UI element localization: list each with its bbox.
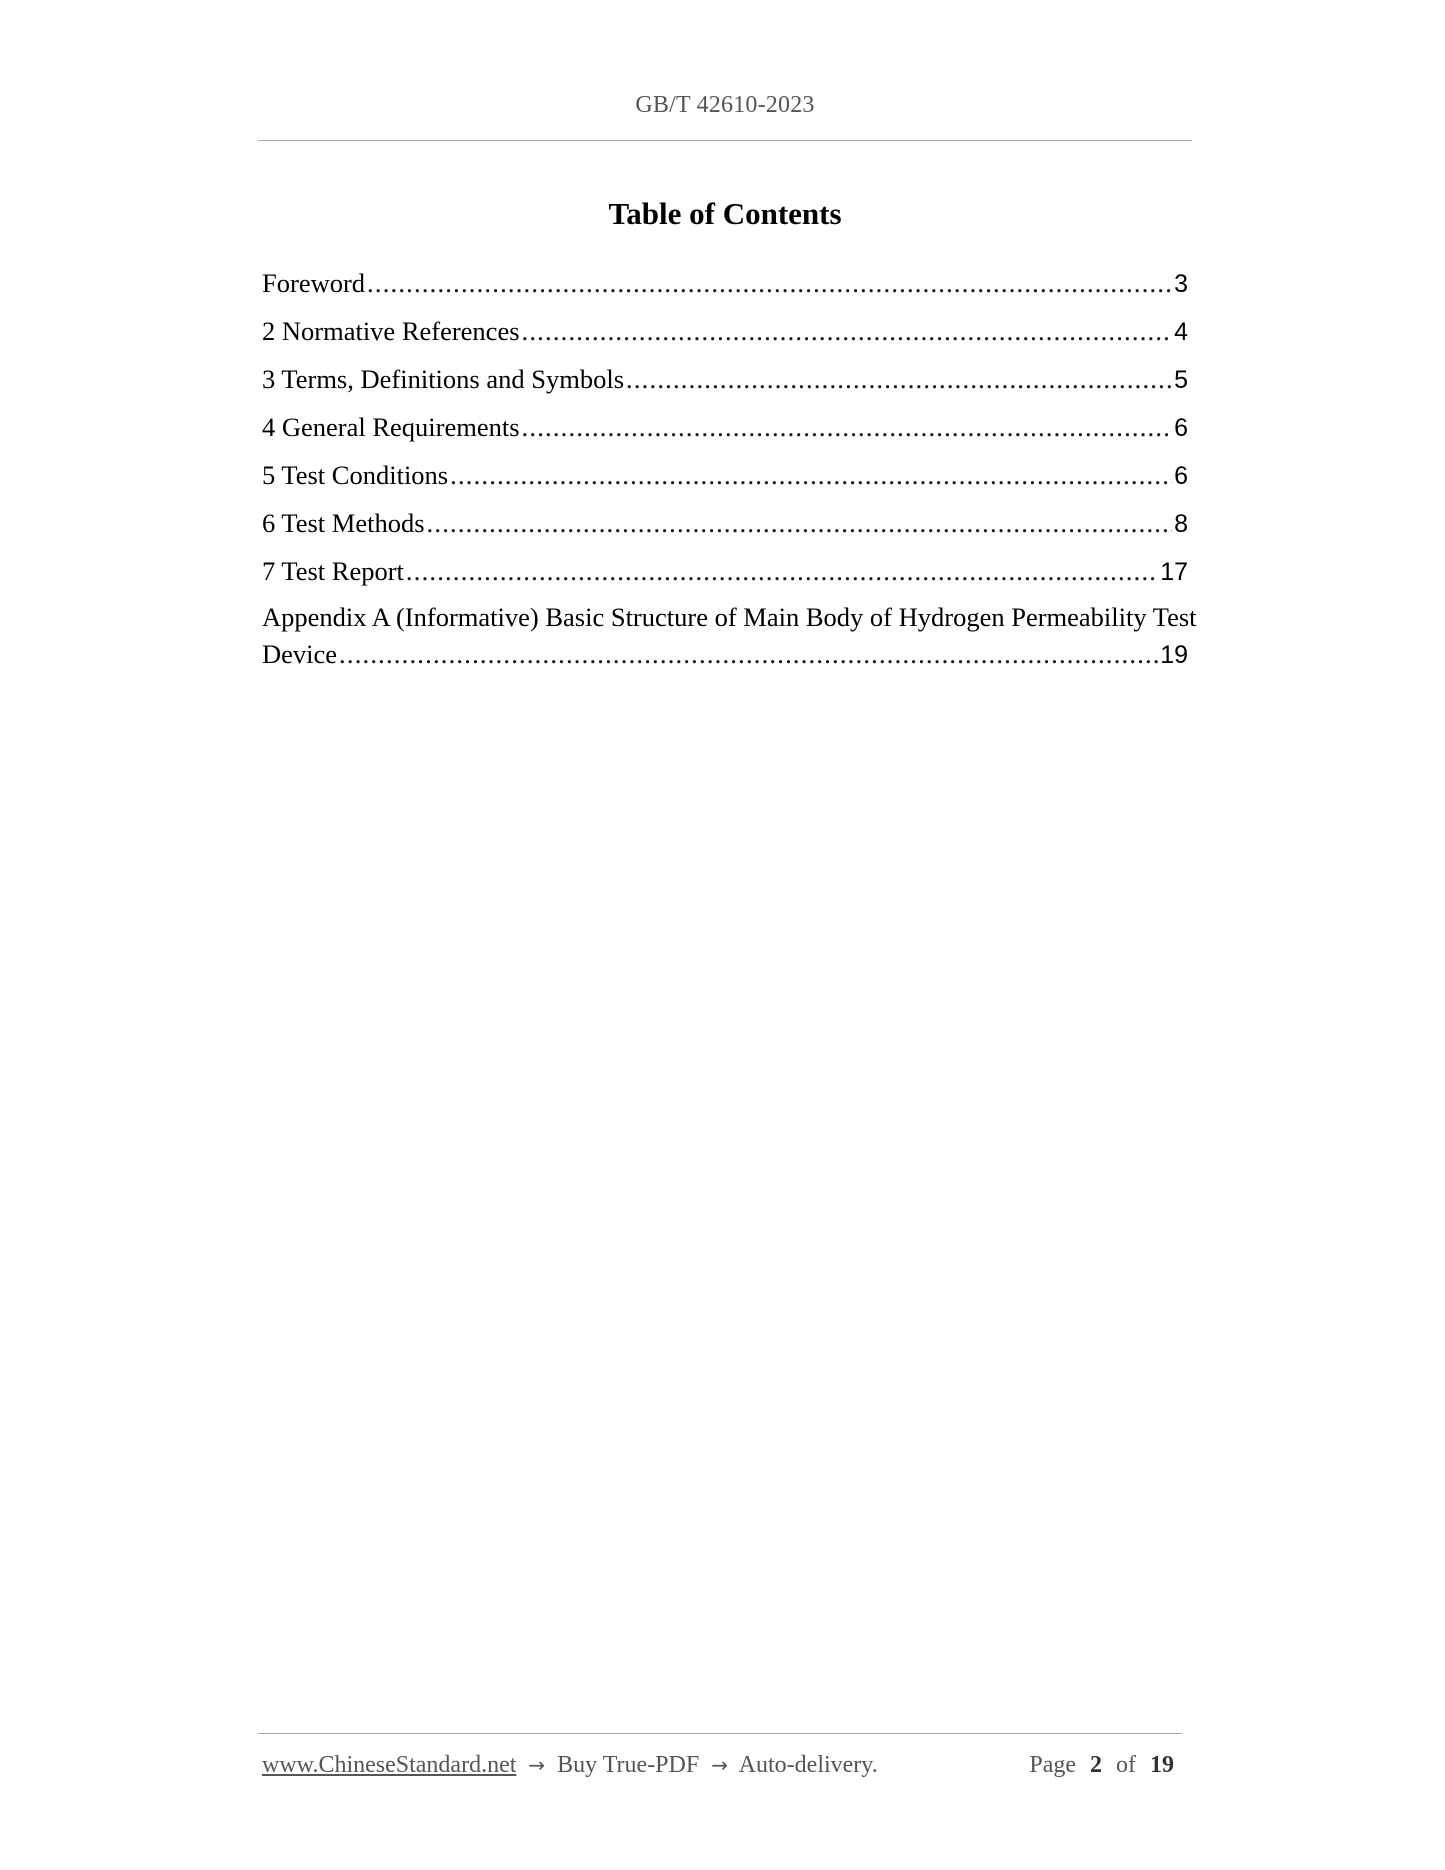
header-doc-id: GB/T 42610-2023 [635, 92, 815, 118]
toc-entry-appendix-a[interactable] [262, 599, 1197, 674]
toc-entry-page: 6 [1174, 462, 1188, 490]
toc-dot-leader [367, 263, 1172, 303]
toc-title: Table of Contents [608, 196, 842, 231]
toc-dot-leader [626, 359, 1172, 399]
toc-entry-label: 5 Test Conditions [262, 460, 449, 490]
toc-dot-leader [522, 311, 1173, 351]
toc-entry-test-methods[interactable] [262, 503, 1188, 551]
footer-divider [258, 1733, 1182, 1734]
toc-entry-continuation [262, 636, 1188, 674]
toc-entry-general-requirements[interactable] [262, 407, 1188, 455]
toc-entry-page: 6 [1174, 414, 1188, 442]
table-of-contents [262, 263, 1197, 674]
arrow-right-icon: → [528, 1753, 546, 1777]
toc-entry-page: 5 [1174, 366, 1188, 394]
toc-entry-page: 4 [1174, 318, 1188, 346]
toc-entry-label: 2 Normative References [262, 316, 520, 346]
toc-dot-leader [522, 407, 1173, 447]
toc-entry-page: 3 [1174, 270, 1188, 298]
toc-dot-leader [427, 503, 1173, 543]
of-word: of [1116, 1752, 1136, 1778]
toc-entry-terms-definitions[interactable] [262, 359, 1188, 407]
toc-entry-label: 4 General Requirements [262, 412, 520, 442]
current-page-number: 2 [1090, 1752, 1102, 1778]
toc-entry-label: 3 Terms, Definitions and Symbols [262, 364, 625, 394]
toc-dot-leader [406, 551, 1158, 591]
toc-dot-leader [450, 455, 1172, 495]
toc-entry-page: 19 [1160, 641, 1188, 669]
page-word: Page [1029, 1752, 1076, 1778]
toc-entry-test-report[interactable] [262, 551, 1188, 599]
toc-entry-label: 7 Test Report [262, 556, 404, 586]
page-counter [1029, 1752, 1182, 1779]
toc-entry-test-conditions[interactable] [262, 455, 1188, 503]
toc-dot-leader [339, 636, 1158, 673]
toc-entry-page: 8 [1174, 510, 1188, 538]
arrow-right-icon: → [711, 1753, 728, 1777]
toc-entry-normative-references[interactable] [262, 311, 1188, 359]
header-divider [258, 140, 1192, 141]
footer-promo [262, 1752, 878, 1779]
toc-entry-label: Appendix A (Informative) Basic Structure of Main Body of Hydrogen Permeability Test [262, 602, 1197, 632]
toc-entry-foreword[interactable] [262, 263, 1188, 311]
website-link[interactable]: www.ChineseStandard.net [262, 1752, 517, 1778]
toc-entry-page: 17 [1160, 558, 1188, 586]
toc-entry-label: 6 Test Methods [262, 508, 425, 538]
toc-entry-label-continued: Device [262, 639, 338, 669]
footer-step-buy: Buy True-PDF [557, 1752, 700, 1778]
toc-entry-label: Foreword [262, 268, 366, 298]
footer-step-delivery: Auto-delivery. [738, 1752, 878, 1778]
total-pages-number: 19 [1150, 1752, 1174, 1778]
page-footer [262, 1752, 1182, 1779]
